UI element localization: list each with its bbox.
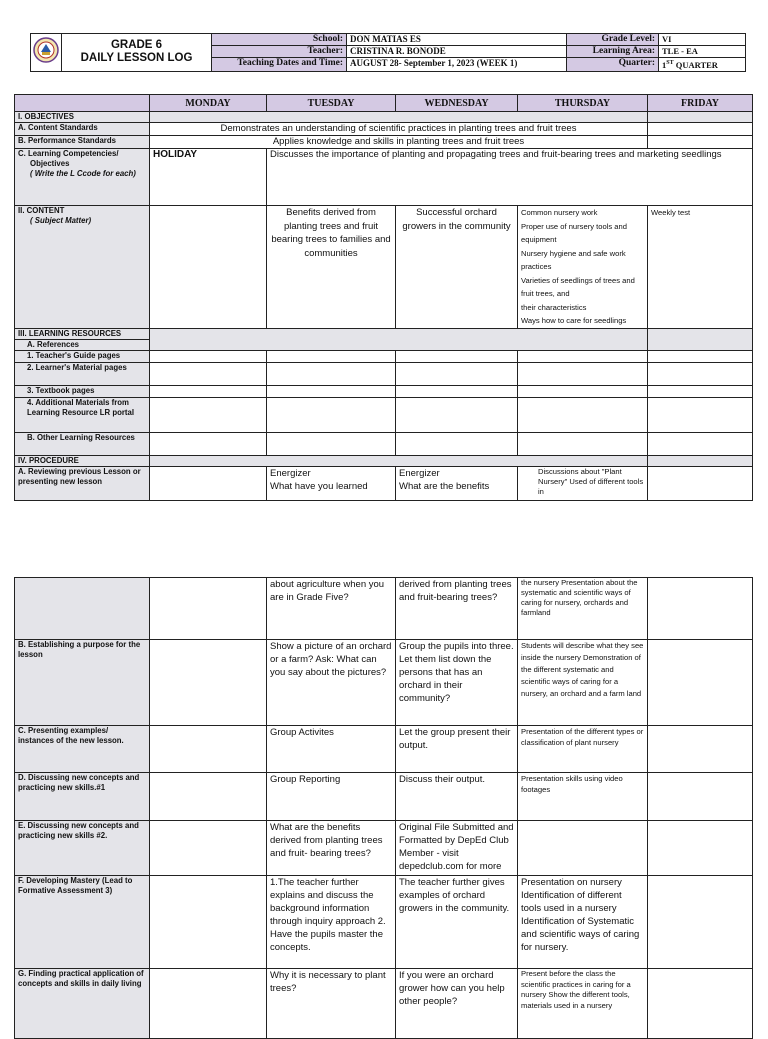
content-subject-matter: ( Subject Matter) (30, 216, 92, 225)
teacher-label: Teacher: (212, 46, 347, 58)
content-label (15, 206, 150, 329)
concepts2-wednesday: Original File Submitted and Formatted by DepEd Club Member - visit depedclub.com for more (396, 821, 518, 876)
review-continued-label (15, 578, 150, 640)
concepts1-label: D. Discussing new concepts and practicing new skills.#1 (15, 773, 150, 821)
review-wednesday-cont: derived from planting trees and fruit-bearing trees? (396, 578, 518, 640)
grade-level-value: VI (659, 34, 746, 46)
objectives-heading: I. OBJECTIVES (15, 112, 150, 123)
examples-label: C. Presenting examples/ instances of the new lesson. (15, 726, 150, 773)
performance-standards-friday (648, 136, 753, 149)
competencies-label (15, 149, 150, 206)
additional-materials-label: 4. Additional Materials from Learning Resource LR portal (15, 397, 150, 432)
content-label-line: II. CONTENT (18, 206, 65, 215)
school-value: DON MATIAS ES (347, 34, 567, 46)
dates-label: Teaching Dates and Time: (212, 58, 347, 72)
or-thu (518, 432, 648, 455)
mastery-thursday: Presentation on nursery Identification of different tools used in a nursery Identification of Systematic and scientific ways of caring for nursery. (518, 876, 648, 969)
review-tuesday (267, 466, 396, 500)
content-friday: Weekly test (648, 206, 753, 329)
purpose-fri (648, 640, 753, 726)
tg-pages-label: 1. Teacher's Guide pages (15, 350, 150, 362)
objectives-shaded (150, 112, 648, 123)
content-thursday-line: Ways how to care for seedlings (521, 316, 627, 325)
lm-tue (267, 362, 396, 385)
review-wednesday (396, 466, 518, 500)
cont-fri (648, 578, 753, 640)
content-thursday-line: their characteristics (521, 302, 587, 312)
content-thursday-line: Common nursery work (521, 208, 598, 217)
resources-shaded-friday (648, 328, 753, 350)
title-grade: GRADE 6 (110, 39, 163, 52)
mastery-label: F. Developing Mastery (Lead to Formative Assessment 3) (15, 876, 150, 969)
review-thursday-cont: the nursery Presentation about the systematic and scientific ways of caring for nursery, orchards and farmland (518, 578, 648, 640)
tg-mon (150, 350, 267, 362)
purpose-tuesday: Show a picture of an orchard or a farm? Ask: What can you say about the pictures? (267, 640, 396, 726)
content-wednesday: Successful orchard growers in the community (396, 206, 518, 329)
review-tuesday-line: Energizer (270, 467, 311, 479)
review-label: A. Reviewing previous Lesson or presenting new lesson (15, 466, 150, 500)
learning-area-label: Learning Area: (567, 46, 659, 58)
tb-fri (648, 385, 753, 397)
other-resources-label: B. Other Learning Resources (15, 432, 150, 455)
competencies-text: Discusses the importance of planting and propagating trees and fruit-bearing trees and marketing seedlings (267, 149, 753, 206)
am-fri (648, 397, 753, 432)
mastery-wednesday: The teacher further gives examples of orchard growers in the community. (396, 876, 518, 969)
purpose-label: B. Establishing a purpose for the lesson (15, 640, 150, 726)
lesson-table-page-1 (14, 94, 753, 501)
lm-fri (648, 362, 753, 385)
holiday-cell: HOLIDAY (150, 149, 267, 206)
tb-thu (518, 385, 648, 397)
purpose-wednesday: Group the pupils into three. Let them list down the persons that has an orchard in their community? (396, 640, 518, 726)
mastery-fri (648, 876, 753, 969)
grade-level-label: Grade Level: (567, 34, 659, 46)
content-standards-friday (648, 123, 753, 136)
mastery-mon (150, 876, 267, 969)
resources-shaded (150, 328, 648, 350)
objectives-shaded-friday (648, 112, 753, 123)
tg-thu (518, 350, 648, 362)
or-wed (396, 432, 518, 455)
competencies-label-line1: C. Learning Competencies/ (18, 149, 119, 158)
am-mon (150, 397, 267, 432)
performance-standards-label: B. Performance Standards (15, 136, 150, 149)
lm-thu (518, 362, 648, 385)
tb-wed (396, 385, 518, 397)
tb-tue (267, 385, 396, 397)
review-wednesday-line: Energizer (399, 467, 440, 479)
content-thursday-line: Varieties of seedlings of trees and fruit trees, and (521, 275, 635, 298)
concepts2-fri (648, 821, 753, 876)
examples-fri (648, 726, 753, 773)
application-label: G. Finding practical application of concepts and skills in daily living (15, 969, 150, 1039)
review-monday (150, 466, 267, 500)
lm-wed (396, 362, 518, 385)
application-mon (150, 969, 267, 1039)
review-wednesday-line: What are the benefits (399, 481, 490, 492)
references-label: A. References (15, 339, 150, 350)
performance-standards-text: Applies knowledge and skills in planting trees and fruit trees (150, 136, 648, 149)
review-tuesday-cont: about agriculture when you are in Grade Five? (267, 578, 396, 640)
day-header-tuesday: TUESDAY (267, 95, 396, 112)
or-mon (150, 432, 267, 455)
cont-mon (150, 578, 267, 640)
am-wed (396, 397, 518, 432)
lesson-table-page-2 (14, 577, 753, 1039)
header-table (30, 33, 746, 72)
content-standards-label: A. Content Standards (15, 123, 150, 136)
examples-mon (150, 726, 267, 773)
textbook-pages-label: 3. Textbook pages (15, 385, 150, 397)
day-header-wednesday: WEDNESDAY (396, 95, 518, 112)
corner-header (15, 95, 150, 112)
concepts1-thursday: Presentation skills using video footages (518, 773, 648, 821)
concepts1-tuesday: Group Reporting (267, 773, 396, 821)
content-thursday-line: Nursery hygiene and safe work practices (521, 248, 626, 271)
content-thursday-line: Proper use of nursery tools and equipment (521, 221, 627, 244)
quarter-label: Quarter: (567, 58, 659, 72)
application-fri (648, 969, 753, 1039)
concepts2-label: E. Discussing new concepts and practicing new skills #2. (15, 821, 150, 876)
review-tuesday-line: What have you learned (270, 481, 368, 492)
title-daily-lesson-log: DAILY LESSON LOG (80, 52, 193, 65)
am-tue (267, 397, 396, 432)
content-standards-text: Demonstrates an understanding of scientific practices in planting trees and fruit trees (150, 123, 648, 136)
concepts1-wednesday: Discuss their output. (396, 773, 518, 821)
procedure-shaded-friday (648, 455, 753, 466)
dates-value: AUGUST 28- September 1, 2023 (WEEK 1) (347, 58, 567, 72)
examples-tuesday: Group Activites (267, 726, 396, 773)
or-fri (648, 432, 753, 455)
content-monday (150, 206, 267, 329)
or-tue (267, 432, 396, 455)
tg-fri (648, 350, 753, 362)
quarter-value: 1ST QUARTER (659, 58, 746, 72)
examples-thursday: Presentation of the different types or classification of plant nursery (518, 726, 648, 773)
purpose-thursday: Students will describe what they see inside the nursery Demonstration of the different systematic and scientific ways of caring for a nursery, an orchard and a farm land (518, 640, 648, 726)
purpose-mon (150, 640, 267, 726)
teacher-value: CRISTINA R. BONODE (347, 46, 567, 58)
day-header-thursday: THURSDAY (518, 95, 648, 112)
procedure-shaded (150, 455, 648, 466)
mastery-tuesday: 1.The teacher further explains and discuss the background information through inquiry approach 2. Have the pupils master the concepts. (267, 876, 396, 969)
concepts2-mon (150, 821, 267, 876)
application-tuesday: Why it is necessary to plant trees? (267, 969, 396, 1039)
lesson-log-title (62, 34, 212, 72)
day-header-friday: FRIDAY (648, 95, 753, 112)
application-wednesday: If you were an orchard grower how can you help other people? (396, 969, 518, 1039)
content-thursday (518, 206, 648, 329)
am-thu (518, 397, 648, 432)
tg-tue (267, 350, 396, 362)
resources-heading: III. LEARNING RESOURCES (15, 328, 150, 339)
concepts2-thu (518, 821, 648, 876)
application-thursday: Present before the class the scientific practices in caring for a nursery Show the different tools, materials used in a nursery (518, 969, 648, 1039)
competencies-label-line3: ( Write the L Ccode for each) (30, 169, 136, 178)
concepts1-fri (648, 773, 753, 821)
examples-wednesday: Let the group present their output. (396, 726, 518, 773)
review-thursday: Discussions about "Plant Nursery" Used of different tools in (518, 466, 648, 500)
tb-mon (150, 385, 267, 397)
school-label: School: (212, 34, 347, 46)
day-header-monday: MONDAY (150, 95, 267, 112)
content-tuesday: Benefits derived from planting trees and fruit bearing trees to families and communities (267, 206, 396, 329)
lm-pages-label: 2. Learner's Material pages (15, 362, 150, 385)
tg-wed (396, 350, 518, 362)
concepts2-tuesday: What are the benefits derived from planting trees and fruit- bearing trees? (267, 821, 396, 876)
review-friday (648, 466, 753, 500)
competencies-label-line2: Objectives (30, 159, 70, 168)
learning-area-value: TLE - EA (659, 46, 746, 58)
procedure-heading: IV. PROCEDURE (15, 455, 150, 466)
lm-mon (150, 362, 267, 385)
deped-seal-icon (31, 34, 62, 72)
concepts1-mon (150, 773, 267, 821)
